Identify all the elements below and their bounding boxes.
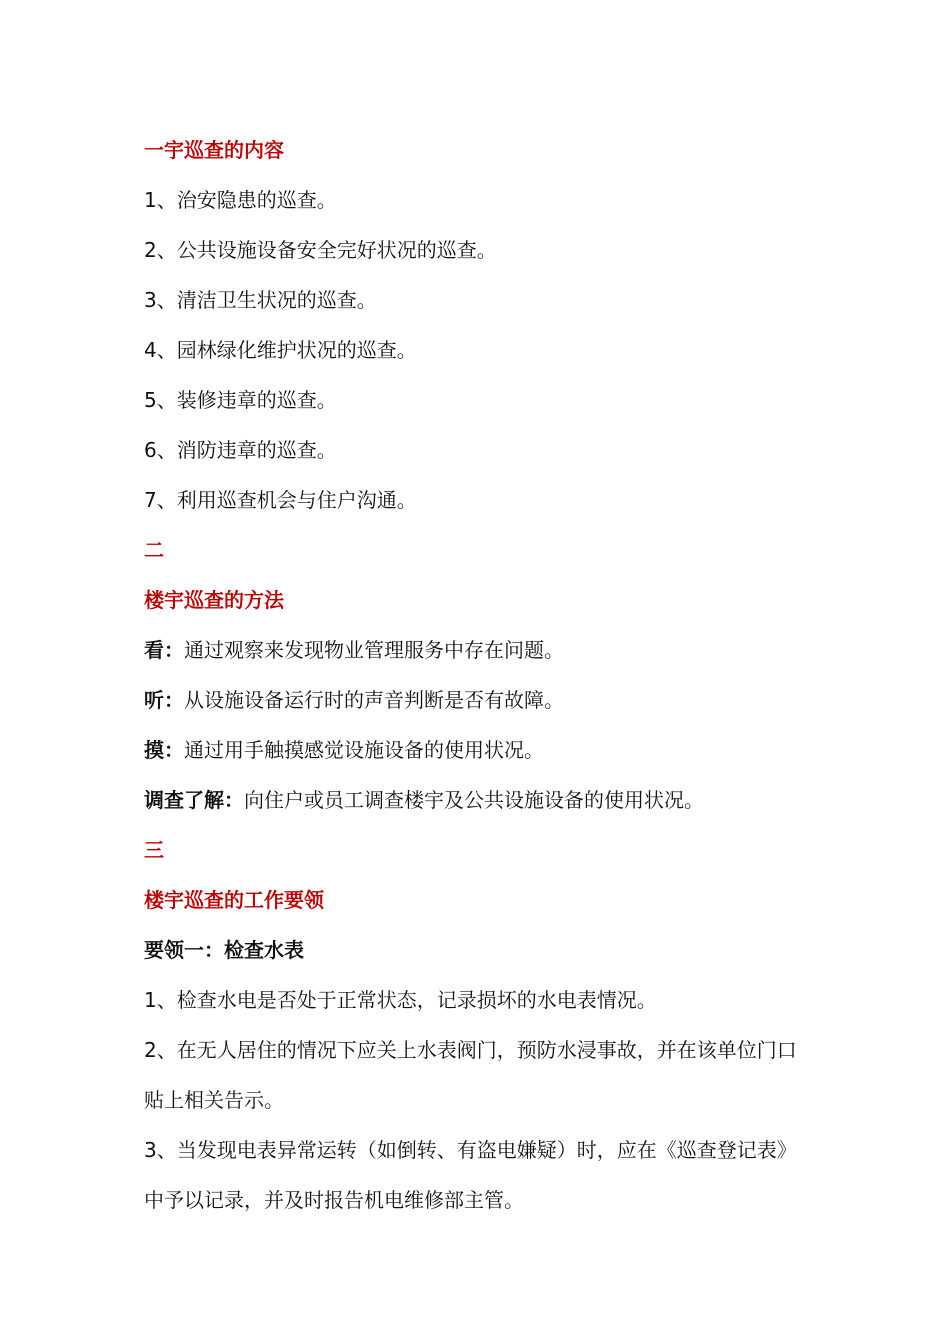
section-1-item: 7、利用巡查机会与住户沟通。	[144, 488, 417, 512]
section-3-item: 2、在无人居住的情况下应关上水表阀门，预防水浸事故，并在该单位门口贴上相关告示。	[144, 1038, 797, 1112]
method-label: 摸：	[144, 738, 184, 762]
method-label: 调查了解：	[144, 788, 244, 812]
section-1-item: 2、公共设施设备安全完好状况的巡查。	[144, 238, 497, 262]
section-1-item: 3、清洁卫生状况的巡查。	[144, 288, 377, 312]
method-label: 看：	[144, 638, 184, 662]
section-3-item: 3、当发现电表异常运转（如倒转、有盗电嫌疑）时，应在《巡查登记表》中予以记录，并及时报告机电维修部主管。	[144, 1138, 797, 1212]
section-3-title: 楼宇巡查的工作要领	[144, 888, 324, 912]
method-text: 向住户或员工调查楼宇及公共设施设备的使用状况。	[244, 788, 704, 812]
section-3-item: 1、检查水电是否处于正常状态，记录损坏的水电表情况。	[144, 988, 657, 1012]
method-text: 通过用手触摸感觉设施设备的使用状况。	[184, 738, 544, 762]
section-3-number: 三	[144, 838, 164, 862]
section-1-item: 1、治安隐患的巡查。	[144, 188, 337, 212]
method-item-listen	[144, 675, 814, 725]
section-2-title: 楼宇巡查的方法	[144, 588, 284, 612]
method-item-survey	[144, 775, 814, 825]
section-1-item: 6、消防违章的巡查。	[144, 438, 337, 462]
section-3-subtitle: 要领一：检查水表	[144, 938, 304, 962]
method-text: 通过观察来发现物业管理服务中存在问题。	[184, 638, 564, 662]
section-2-number: 二	[144, 538, 164, 562]
method-label: 听：	[144, 688, 184, 712]
method-item-look	[144, 625, 814, 675]
method-item-touch	[144, 725, 814, 775]
section-1-item: 5、装修违章的巡查。	[144, 388, 337, 412]
section-1-item: 4、园林绿化维护状况的巡查。	[144, 338, 417, 362]
method-text: 从设施设备运行时的声音判断是否有故障。	[184, 688, 564, 712]
section-1-title: 一宇巡查的内容	[144, 138, 284, 162]
document-page	[144, 125, 814, 1225]
